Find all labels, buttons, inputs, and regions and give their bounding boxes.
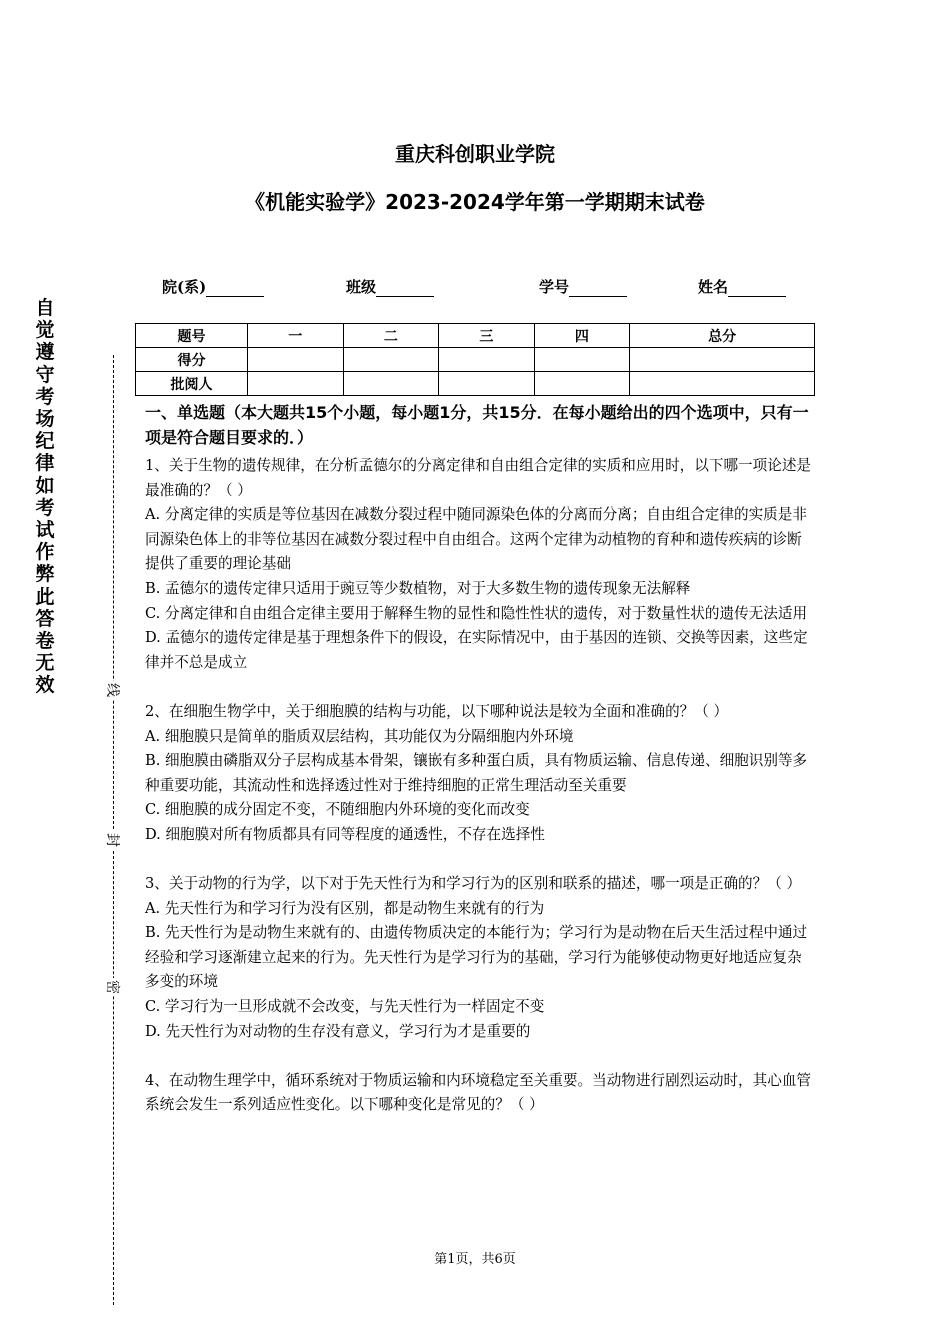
score-cell[interactable] — [343, 348, 439, 372]
name-blank[interactable] — [728, 280, 786, 297]
option-d[interactable]: D. 先天性行为对动物的生存没有意义，学习行为才是重要的 — [145, 1022, 531, 1040]
grader-row-label: 批阅人 — [136, 372, 248, 396]
score-cell[interactable] — [630, 348, 815, 372]
department-blank[interactable] — [206, 280, 264, 297]
score-table-header: 四 — [534, 324, 630, 348]
school-name: 重庆科创职业学院 — [395, 142, 555, 166]
grader-row — [136, 372, 815, 396]
question-stem: 3、关于动物的行为学，以下对于先天性行为和学习行为的区别和联系的描述，哪一项是正确的？（ ） — [145, 875, 802, 893]
question-stem: 2、在细胞生物学中，关于细胞膜的结构与功能，以下哪种说法是较为全面和准确的？（ ） — [145, 702, 729, 720]
score-cell[interactable] — [248, 348, 344, 372]
question-1 — [145, 454, 813, 675]
option-a[interactable]: A. 分离定律的实质是等位基因在减数分裂过程中随同源染色体的分离而分离；自由组合定律的实质是非同源染色体上的非等位基因在减数分裂过程中自由组合。这两个定律为动植物的育种和遗传疾病的诊断提供了重要的理论基础 — [145, 506, 807, 573]
grader-cell[interactable] — [534, 372, 630, 396]
binding-mark-secret: 密 — [103, 978, 123, 996]
score-cell[interactable] — [439, 348, 535, 372]
exam-content — [145, 400, 813, 1118]
option-d[interactable]: D. 孟德尔的遗传定律是基于理想条件下的假设，在实际情况中，由于基因的连锁、交换等因素，这些定律并不总是成立 — [145, 629, 808, 671]
department-field[interactable] — [162, 276, 264, 297]
score-table — [135, 323, 815, 396]
student-id-blank[interactable] — [569, 280, 627, 297]
grader-cell[interactable] — [343, 372, 439, 396]
option-c[interactable]: C. 学习行为一旦形成就不会改变，与先天性行为一样固定不变 — [145, 998, 545, 1016]
question-4 — [145, 1069, 813, 1118]
option-c[interactable]: C. 细胞膜的成分固定不变，不随细胞内外环境的变化而改变 — [145, 801, 530, 819]
name-label: 姓名 — [698, 278, 729, 296]
section-heading: 一、单选题（本大题共15个小题，每小题1分，共15分．在每小题给出的四个选项中，只有一项是符合题目要求的．） — [145, 403, 809, 447]
score-table-header-row — [136, 324, 815, 348]
binding-mark-line: 线 — [103, 681, 123, 699]
question-stem: 4、在动物生理学中，循环系统对于物质运输和内环境稳定至关重要。当动物进行剧烈运动时，其心血管系统会发生一系列适应性变化。以下哪种变化是常见的？（ ） — [145, 1071, 812, 1114]
question-2 — [145, 700, 813, 848]
option-b[interactable]: B. 先天性行为是动物生来就有的、由遗传物质决定的本能行为；学习行为是动物在后天生活过程中通过经验和学习逐渐建立起来的行为。先天性行为是学习行为的基础，学习行为能够使动物更好地适应复杂多变的环境 — [145, 924, 808, 991]
grader-cell[interactable] — [630, 372, 815, 396]
binding-dashed-line — [113, 355, 114, 1305]
class-label: 班级 — [346, 278, 377, 296]
grader-cell[interactable] — [248, 372, 344, 396]
student-id-label: 学号 — [539, 278, 570, 296]
score-table-header: 题号 — [136, 324, 248, 348]
question-3 — [145, 872, 813, 1044]
student-id-field[interactable] — [539, 276, 627, 297]
question-stem: 1、关于生物的遗传规律，在分析孟德尔的分离定律和自由组合定律的实质和应用时，以下哪一项论述是最准确的？（ ） — [145, 457, 812, 499]
binding-mark-seal: 封 — [103, 831, 123, 849]
exam-title: 《机能实验学》2023-2024学年第一学期期末试卷 — [245, 190, 705, 214]
score-row-label: 得分 — [136, 348, 248, 372]
score-row — [136, 348, 815, 372]
name-field[interactable] — [698, 276, 786, 297]
grader-cell[interactable] — [439, 372, 535, 396]
score-table-header: 三 — [439, 324, 535, 348]
option-a[interactable]: A. 先天性行为和学习行为没有区别，都是动物生来就有的行为 — [145, 899, 545, 917]
score-table-header: 总分 — [630, 324, 815, 348]
page-number: 第1页，共6页 — [434, 1252, 516, 1267]
class-field[interactable] — [346, 276, 434, 297]
option-b[interactable]: B. 细胞膜由磷脂双分子层构成基本骨架，镶嵌有多种蛋白质，具有物质运输、信息传递、细胞识别等多种重要功能，其流动性和选择透过性对于维持细胞的正常生理活动至关重要 — [145, 752, 808, 794]
class-blank[interactable] — [376, 280, 434, 297]
option-a[interactable]: A. 细胞膜只是简单的脂质双层结构，其功能仅为分隔细胞内外环境 — [145, 727, 574, 745]
option-c[interactable]: C. 分离定律和自由组合定律主要用于解释生物的显性和隐性性状的遗传，对于数量性状的遗传无法适用 — [145, 604, 808, 622]
option-b[interactable]: B. 孟德尔的遗传定律只适用于豌豆等少数植物，对于大多数生物的遗传现象无法解释 — [145, 579, 691, 597]
exam-discipline-notice: 自觉遵守考场纪律如考试作弊此答卷无效 — [35, 297, 55, 697]
score-table-header: 二 — [343, 324, 439, 348]
option-d[interactable]: D. 细胞膜对所有物质都具有同等程度的通透性，不存在选择性 — [145, 825, 545, 843]
score-table-header: 一 — [248, 324, 344, 348]
department-label: 院(系) — [162, 278, 207, 296]
score-cell[interactable] — [534, 348, 630, 372]
